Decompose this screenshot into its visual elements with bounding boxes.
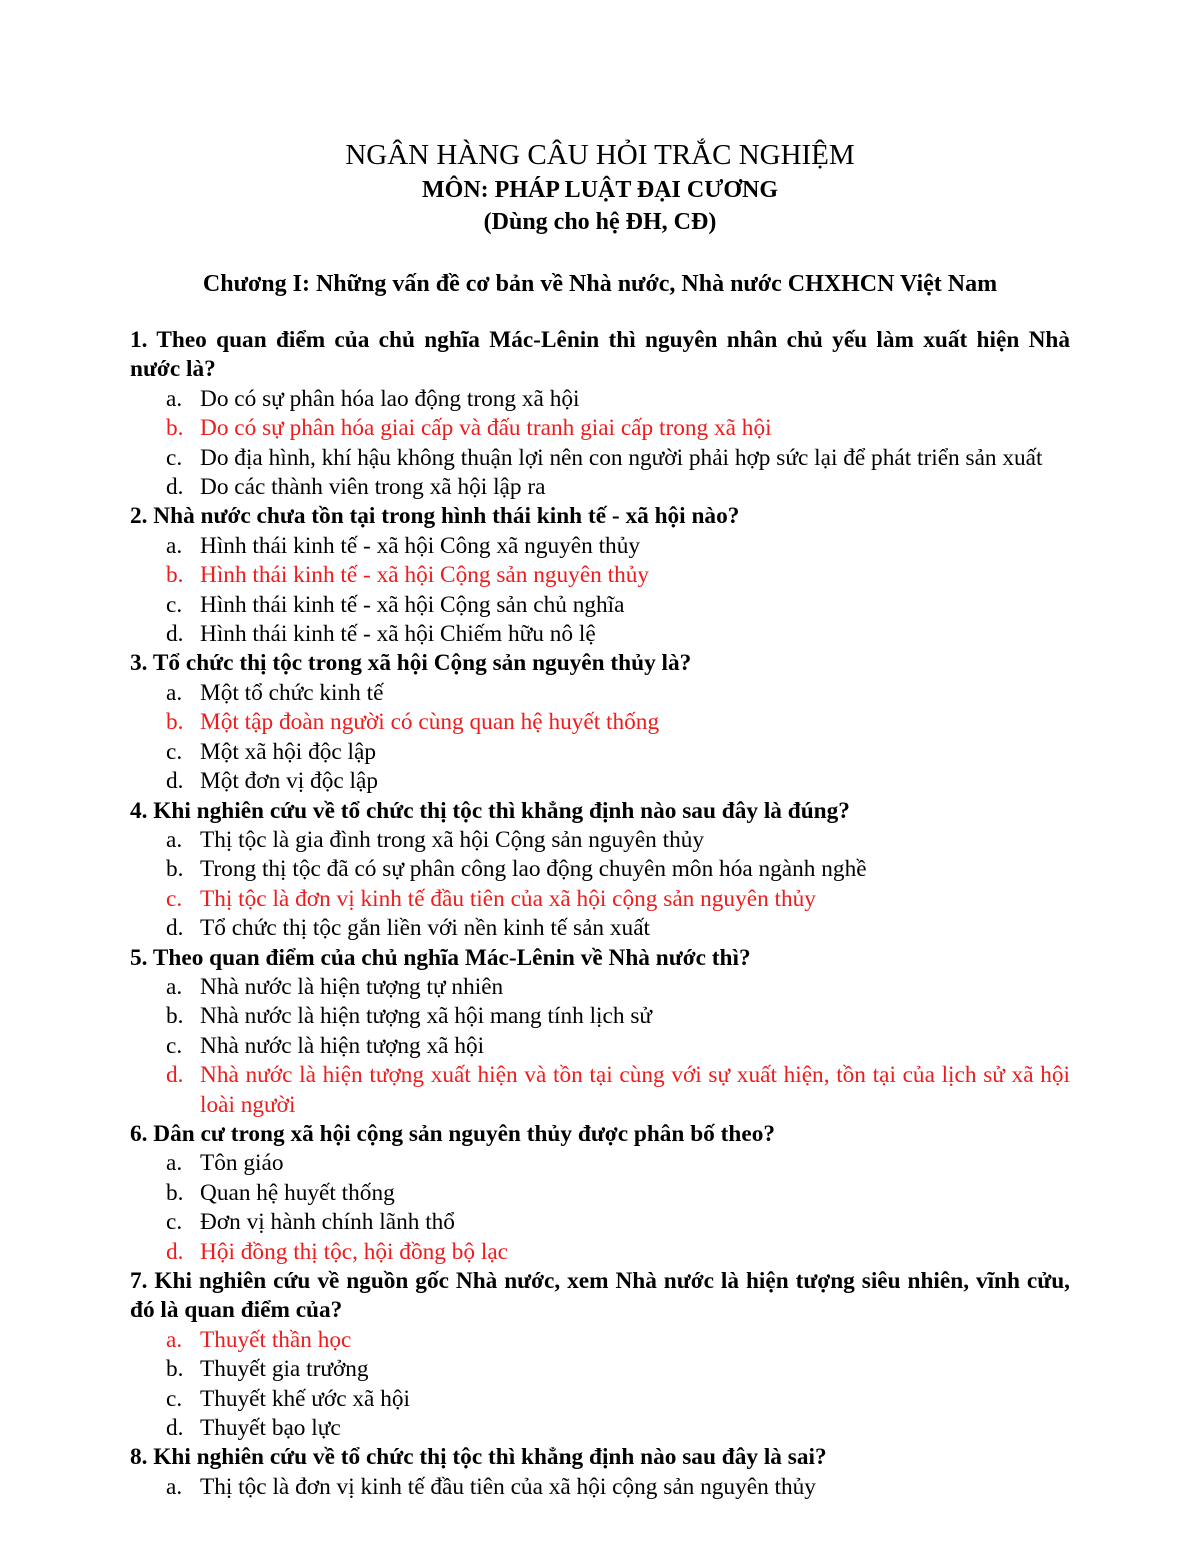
option-letter: a. [166, 679, 183, 706]
question-text: 3. Tổ chức thị tộc trong xã hội Cộng sản nguyên thủy là? [130, 650, 692, 677]
option-letter: c. [166, 591, 183, 618]
option [130, 1208, 1070, 1237]
correct-option [130, 1238, 1070, 1267]
option [130, 1149, 1070, 1178]
option-text: Thuyết khế ước xã hội [200, 1385, 410, 1412]
option [130, 620, 1070, 649]
document-subject: MÔN: PHÁP LUẬT ĐẠI CƯƠNG [422, 177, 778, 203]
option [130, 1002, 1070, 1031]
option [130, 1179, 1070, 1208]
question-text: 1. Theo quan điểm của chủ nghĩa Mác-Lênin thì nguyên nhân chủ yếu làm xuất hiện Nhà nước là? [130, 327, 1070, 383]
option [130, 444, 1070, 473]
option-text: Do địa hình, khí hậu không thuận lợi nên con người phải hợp sức lại để phát triển sản xuất [200, 444, 1043, 471]
question-text: 6. Dân cư trong xã hội cộng sản nguyên thủy được phân bố theo? [130, 1120, 775, 1147]
option-text: Do có sự phân hóa giai cấp và đấu tranh giai cấp trong xã hội [200, 415, 772, 442]
option-text: Tôn giáo [200, 1150, 284, 1177]
option-text: Hình thái kinh tế - xã hội Công xã nguyên thủy [200, 532, 640, 559]
correct-option [130, 1061, 1070, 1120]
correct-option [130, 885, 1070, 914]
option-text: Do các thành viên trong xã hội lập ra [200, 474, 546, 501]
option [130, 1032, 1070, 1061]
option-text: Quan hệ huyết thống [200, 1179, 395, 1206]
option [130, 473, 1070, 502]
option-letter: b. [166, 1179, 184, 1206]
document-title: NGÂN HÀNG CÂU HỎI TRẮC NGHIỆM [345, 139, 855, 171]
option-list [130, 385, 1070, 503]
option-letter: a. [166, 973, 183, 1000]
chapter-heading: Chương I: Những vấn đề cơ bản về Nhà nước, Nhà nước CHXHCN Việt Nam [202, 271, 998, 297]
option [130, 1473, 1070, 1502]
option-text: Hình thái kinh tế - xã hội Cộng sản chủ nghĩa [200, 591, 625, 618]
option-text: Nhà nước là hiện tượng xuất hiện và tồn tại cùng với sự xuất hiện, tồn tại của lịch sử xã hội loài người [200, 1062, 1070, 1118]
option-list [130, 1326, 1070, 1444]
option-letter: c. [166, 1032, 183, 1059]
option-letter: a. [166, 532, 183, 559]
option-text: Thuyết bạo lực [200, 1415, 341, 1442]
option-text: Đơn vị hành chính lãnh thổ [200, 1209, 455, 1236]
question-block [130, 797, 1070, 944]
option [130, 767, 1070, 796]
option-text: Tổ chức thị tộc gắn liền với nền kinh tế sản xuất [200, 915, 651, 942]
option-letter: c. [166, 1385, 183, 1412]
option-list [130, 532, 1070, 650]
option-text: Hình thái kinh tế - xã hội Chiếm hữu nô lệ [200, 621, 596, 648]
option [130, 738, 1070, 767]
option-text: Một xã hội độc lập [200, 738, 376, 765]
option-letter: d. [166, 474, 184, 501]
question-block [130, 1120, 1070, 1267]
option-letter: d. [166, 621, 184, 648]
correct-option [130, 1326, 1070, 1355]
question-block [130, 1267, 1070, 1443]
option-letter: a. [166, 1473, 183, 1500]
question-block [130, 502, 1070, 649]
question-text: 4. Khi nghiên cứu về tổ chức thị tộc thì khẳng định nào sau đây là đúng? [130, 797, 850, 824]
option-letter: b. [166, 415, 184, 442]
option-text: Một tập đoàn người có cùng quan hệ huyết thống [200, 709, 660, 736]
option [130, 914, 1070, 943]
question-block [130, 944, 1070, 1120]
option-text: Nhà nước là hiện tượng xã hội [200, 1032, 485, 1059]
option-text: Thuyết thần học [200, 1326, 352, 1353]
option-letter: a. [166, 385, 183, 412]
question-text: 8. Khi nghiên cứu về tổ chức thị tộc thì khẳng định nào sau đây là sai? [130, 1444, 827, 1471]
option-letter: c. [166, 738, 183, 765]
option-letter: d. [166, 915, 184, 942]
option-letter: a. [166, 1150, 183, 1177]
option-letter: b. [166, 1003, 184, 1030]
option-letter: b. [166, 1356, 184, 1383]
option-letter: d. [166, 768, 184, 795]
option-letter: b. [166, 709, 184, 736]
question-block [130, 1443, 1070, 1502]
option-letter: a. [166, 826, 183, 853]
option-list [130, 679, 1070, 797]
document-scope: (Dùng cho hệ ĐH, CĐ) [483, 209, 717, 235]
option-list [130, 1473, 1070, 1502]
option [130, 679, 1070, 708]
option [130, 532, 1070, 561]
question-list [130, 326, 1070, 1502]
option-list [130, 1149, 1070, 1267]
option [130, 855, 1070, 884]
option-letter: c. [166, 1209, 183, 1236]
option [130, 973, 1070, 1002]
option-text: Do có sự phân hóa lao động trong xã hội [200, 385, 580, 412]
option [130, 385, 1070, 414]
option-text: Hội đồng thị tộc, hội đồng bộ lạc [200, 1238, 509, 1265]
option [130, 1414, 1070, 1443]
correct-option [130, 561, 1070, 590]
option-list [130, 973, 1070, 1120]
option [130, 1355, 1070, 1384]
option-letter: c. [166, 885, 183, 912]
option-letter: a. [166, 1326, 183, 1353]
option-text: Một đơn vị độc lập [200, 768, 378, 795]
question-text: 2. Nhà nước chưa tồn tại trong hình thái kinh tế - xã hội nào? [130, 503, 740, 530]
option-text: Nhà nước là hiện tượng tự nhiên [200, 973, 504, 1000]
option-letter: d. [166, 1062, 184, 1089]
option-text: Nhà nước là hiện tượng xã hội mang tính lịch sử [200, 1003, 653, 1030]
option [130, 826, 1070, 855]
correct-option [130, 708, 1070, 737]
option-letter: c. [166, 444, 183, 471]
question-text: 7. Khi nghiên cứu về nguồn gốc Nhà nước, xem Nhà nước là hiện tượng siêu nhiên, vĩnh cửu, đó là quan điểm của? [130, 1268, 1070, 1324]
question-block [130, 649, 1070, 796]
option-text: Thị tộc là gia đình trong xã hội Cộng sản nguyên thủy [200, 826, 705, 853]
option-text: Thị tộc là đơn vị kinh tế đầu tiên của xã hội cộng sản nguyên thủy [200, 1473, 816, 1500]
option-letter: b. [166, 856, 184, 883]
option-text: Hình thái kinh tế - xã hội Cộng sản nguyên thủy [200, 562, 650, 589]
option [130, 1385, 1070, 1414]
option-letter: b. [166, 562, 184, 589]
option-text: Một tổ chức kinh tế [200, 679, 384, 706]
correct-option [130, 414, 1070, 443]
option-text: Thị tộc là đơn vị kinh tế đầu tiên của xã hội cộng sản nguyên thủy [200, 885, 816, 912]
option-list [130, 826, 1070, 944]
option [130, 591, 1070, 620]
option-text: Thuyết gia trưởng [200, 1356, 369, 1383]
option-letter: d. [166, 1415, 184, 1442]
option-letter: d. [166, 1238, 184, 1265]
option-text: Trong thị tộc đã có sự phân công lao động chuyên môn hóa ngành nghề [200, 856, 867, 883]
question-text: 5. Theo quan điểm của chủ nghĩa Mác-Lênin về Nhà nước thì? [130, 944, 751, 971]
question-block [130, 326, 1070, 502]
